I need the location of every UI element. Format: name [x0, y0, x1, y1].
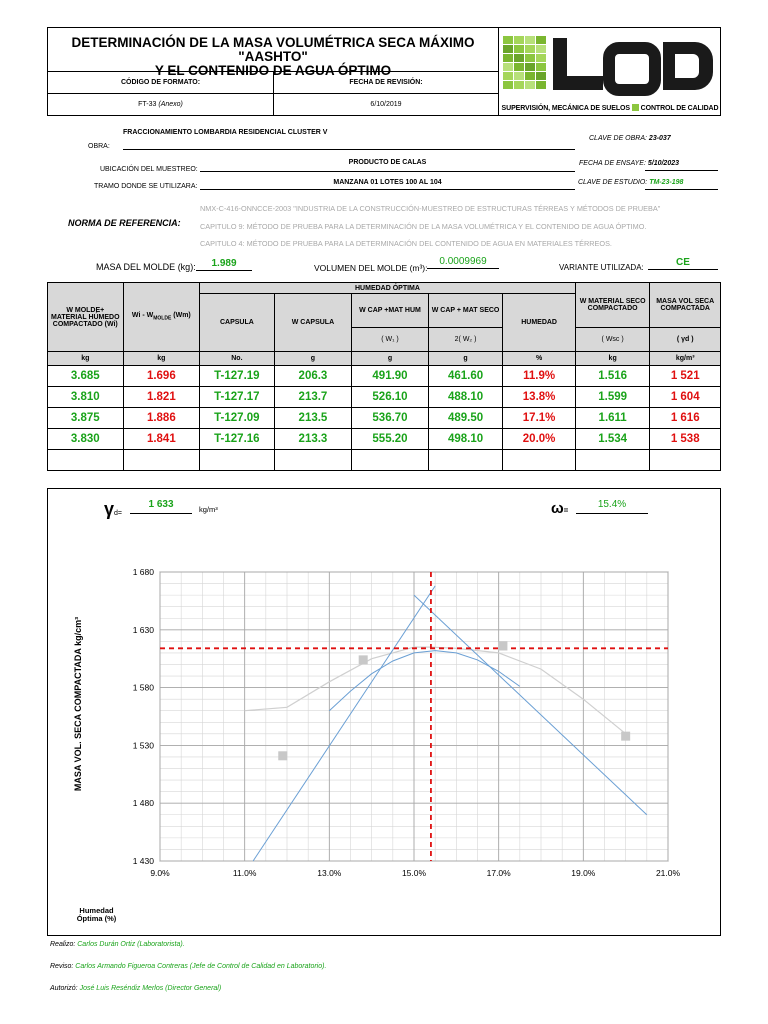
x-tick-label: 15.0%	[401, 868, 427, 878]
unit-cell: No.	[200, 352, 275, 366]
header-box	[47, 27, 721, 116]
table-cell	[352, 450, 429, 471]
col-wi-header: Wi - $W_{MOLDE}$ (Wm)	[123, 283, 200, 352]
obra-label: OBRA:	[88, 143, 110, 150]
x-tick-label: 21.0%	[655, 868, 681, 878]
table-cell: 1.886	[123, 408, 200, 429]
data-point	[621, 732, 630, 741]
table-row	[48, 408, 721, 429]
col-wmatseco-sym: ( Wsc )	[575, 328, 650, 352]
col-wcaphum-header: W CAP +MAT HUM	[352, 294, 429, 328]
col-wmolde-header: W MOLDE+ MATERIAL HÚMEDO COMPACTADO (Wi)	[48, 283, 124, 352]
x-tick-label: 19.0%	[571, 868, 596, 878]
y-tick-label: 1 580	[132, 682, 154, 693]
logo-subtitle: SUPERVISIÓN, MECÁNICA DE SUELOS CONTROL DE CALIDAD	[501, 105, 719, 112]
units-row	[48, 352, 721, 366]
autorizo: Autorizó: José Luis Reséndiz Merlos (Director General)	[50, 985, 222, 992]
report-title	[48, 28, 499, 78]
col-wcapseco-sym: 2( W₂ )	[428, 328, 503, 352]
unit-cell: g	[428, 352, 503, 366]
tramo-label: TRAMO DONDE SE UTILIZARA:	[94, 183, 198, 190]
col-masavol-sym: ( γd )	[650, 328, 721, 352]
table-cell: 488.10	[428, 387, 503, 408]
table-cell: 213.5	[274, 408, 352, 429]
col-wmatseco-header: W MATERIAL SECO COMPACTADO	[575, 283, 650, 328]
norma-label: NORMA DE REFERENCIA:	[68, 218, 181, 228]
table-cell: T-127.09	[200, 408, 275, 429]
unit-cell: g	[352, 352, 429, 366]
table-cell: 526.10	[352, 387, 429, 408]
title-line-1: DETERMINACIÓN DE LA MASA VOLUMÉTRICA SECA MÁXIMO "AASHTO"	[71, 35, 475, 64]
revision-value: 6/10/2019	[274, 94, 499, 116]
fecha-ensaye: FECHA DE ENSAYE: 5/10/2023	[579, 160, 680, 167]
table-cell: 3.830	[48, 429, 124, 450]
gamma-label: γd=	[104, 499, 122, 519]
format-code-note: (Anexo)	[158, 101, 183, 108]
table-cell: 1 538	[650, 429, 721, 450]
unit-cell: kg	[48, 352, 124, 366]
clave-estudio: CLAVE DE ESTUDIO: TM-23-198	[578, 179, 684, 186]
table-cell: 213.7	[274, 387, 352, 408]
group-header: HUMEDAD ÓPTIMA	[200, 283, 576, 294]
table-cell	[650, 450, 721, 471]
table-cell: 489.50	[428, 408, 503, 429]
variante-label: VARIANTE UTILIZADA:	[559, 263, 644, 272]
x-tick-label: 17.0%	[486, 868, 511, 878]
table-cell: 1.696	[123, 366, 200, 387]
format-code-label: CÓDIGO DE FORMATO:	[48, 72, 274, 94]
data-point	[498, 641, 507, 650]
table-cell: 491.90	[352, 366, 429, 387]
col-capsula-header: CAPSULA	[200, 294, 275, 352]
col-wcaphum-sym: ( W₁ )	[352, 328, 429, 352]
data-point	[359, 655, 368, 664]
table-cell: T-127.17	[200, 387, 275, 408]
gamma-value: 1 633	[130, 499, 192, 514]
chart-panel	[47, 488, 721, 936]
reviso: Reviso: Carlos Armando Figueroa Contreras (Jefe de Control de Calidad en Laboratorio).	[50, 963, 327, 970]
unit-cell: g	[274, 352, 352, 366]
masa-molde-value: 1.989	[196, 258, 252, 271]
table-cell	[575, 450, 650, 471]
data-point	[278, 751, 287, 760]
logo-icon	[499, 28, 721, 100]
table-cell: 1 604	[650, 387, 721, 408]
table-cell: 3.685	[48, 366, 124, 387]
col-humedad-header: HUMEDAD	[503, 294, 576, 352]
y-axis-label: MASA VOL. SECA COMPACTADA kg/cm³	[73, 616, 83, 792]
table-cell: 20.0%	[503, 429, 576, 450]
x-tick-label: 11.0%	[232, 868, 257, 878]
format-code-cell	[48, 94, 274, 116]
table-cell: 13.8%	[503, 387, 576, 408]
table-cell: 1.611	[575, 408, 650, 429]
header-meta	[48, 72, 499, 116]
table-cell: 1 616	[650, 408, 721, 429]
y-tick-label: 1 430	[132, 856, 154, 866]
square-icon	[632, 104, 639, 111]
table-row	[48, 387, 721, 408]
y-tick-label: 1 680	[132, 567, 154, 577]
company-logo	[499, 28, 721, 116]
table-cell: 3.875	[48, 408, 124, 429]
realizo: Realizo: Carlos Durán Ortiz (Laboratorista).	[50, 941, 185, 948]
table-cell: 1.599	[575, 387, 650, 408]
table-cell: 3.810	[48, 387, 124, 408]
table-row	[48, 429, 721, 450]
unit-cell: %	[503, 352, 576, 366]
unit-cell: kg/m³	[650, 352, 721, 366]
omega-label: ω=	[551, 500, 569, 517]
x-axis-label: Humedad Óptima (%)	[76, 906, 117, 923]
x-tick-label: 13.0%	[317, 868, 342, 878]
table-cell	[123, 450, 200, 471]
revision-label: FECHA DE REVISIÓN:	[274, 72, 499, 94]
y-axis-label-wrap	[68, 599, 88, 809]
results-table	[47, 282, 721, 471]
table-row	[48, 366, 721, 387]
tramo-value: MANZANA 01 LOTES 100 AL 104	[333, 179, 442, 186]
norma-text	[200, 200, 660, 253]
clave-obra: CLAVE DE OBRA: 23-037	[589, 135, 671, 142]
y-tick-label: 1 530	[132, 740, 154, 751]
table-cell: 1.516	[575, 366, 650, 387]
table-row	[48, 450, 721, 471]
table-cell: 213.3	[274, 429, 352, 450]
volumen-label: VOLUMEN DEL MOLDE (m³):	[314, 263, 428, 273]
norma-line-2: CAPITULO 9: MÉTODO DE PRUEBA PARA LA DETERMINACIÓN DE LA MASA VOLUMÉTRICA Y EL CONTENIDO DE AGUA ÓPTIMO.	[200, 221, 647, 231]
gamma-unit: kg/m³	[199, 505, 218, 514]
table-cell: 498.10	[428, 429, 503, 450]
table-cell	[428, 450, 503, 471]
col-masavol-header: MASA VOL SECA COMPACTADA	[650, 283, 721, 328]
masa-molde-label: MASA DEL MOLDE (kg):	[96, 262, 196, 272]
table-cell: 461.60	[428, 366, 503, 387]
format-code-value: FT-33	[138, 101, 157, 108]
table-cell	[274, 450, 352, 471]
table-cell: 17.1%	[503, 408, 576, 429]
ubicacion-value: PRODUCTO DE CALAS	[348, 159, 427, 166]
unit-cell: kg	[123, 352, 200, 366]
table-cell: 11.9%	[503, 366, 576, 387]
ubicacion-label: UBICACIÓN DEL MUESTREO:	[100, 166, 198, 173]
table-cell	[200, 450, 275, 471]
table-cell: 1.841	[123, 429, 200, 450]
norma-line-1: NMX-C-416-ONNCCE-2003 "INDUSTRIA DE LA CONSTRUCCIÓN-MUESTREO DE ESTRUCTURAS TÉRREAS Y MÉTODOS DE PRUEBA"	[200, 204, 661, 213]
table-cell: 206.3	[274, 366, 352, 387]
table-cell: 1.821	[123, 387, 200, 408]
omega-value: 15.4%	[576, 499, 648, 514]
obra-value: FRACCIONAMIENTO LOMBARDIA RESIDENCIAL CLUSTER V	[123, 129, 328, 136]
unit-cell: kg	[575, 352, 650, 366]
y-tick-label: 1 630	[132, 624, 154, 635]
table-cell: T-127.19	[200, 366, 275, 387]
table-cell: 555.20	[352, 429, 429, 450]
table-cell: T-127.16	[200, 429, 275, 450]
title-line-2: Y EL CONTENIDO DE AGUA ÓPTIMO	[154, 63, 392, 78]
variante-value: CE	[648, 257, 718, 270]
compaction-chart	[48, 489, 720, 935]
col-wcapseco-header: W CAP + MAT SECO	[428, 294, 503, 328]
table-cell: 1 521	[650, 366, 721, 387]
table-cell	[48, 450, 124, 471]
y-tick-label: 1 480	[132, 798, 154, 809]
col-wcapsula-header: W CAPSULA	[274, 294, 352, 352]
norma-line-3: CAPITULO 4: MÉTODO DE PRUEBA PARA LA DETERMINACIÓN DEL CONTENIDO DE AGUA EN MATERIALES TÉRREOS.	[200, 239, 612, 248]
volumen-value: 0.0009969	[427, 256, 499, 269]
table-cell	[503, 450, 576, 471]
table-cell: 536.70	[352, 408, 429, 429]
table-cell: 1.534	[575, 429, 650, 450]
x-tick-label: 9.0%	[150, 868, 170, 878]
